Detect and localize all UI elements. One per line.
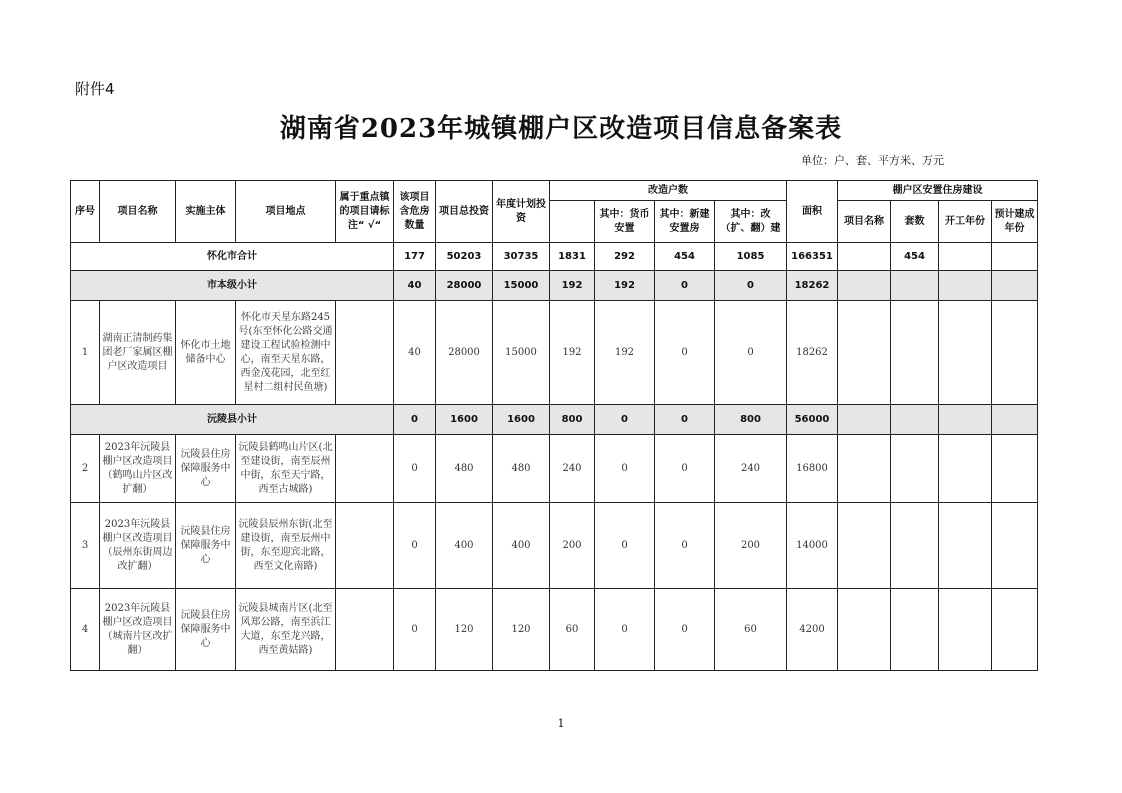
total-investment: 50203 — [436, 243, 493, 271]
row-new-build: 0 — [655, 435, 715, 503]
row-households: 60 — [550, 589, 595, 671]
row-location: 沅陵县城南片区(北至风郑公路，南至浜江大道，东至龙兴路，西至黄姑路) — [236, 589, 336, 671]
row-resettlement-cell — [838, 589, 891, 671]
total-label: 怀化市合计 — [71, 243, 394, 271]
total-dangerous: 177 — [394, 243, 436, 271]
total-res-start — [939, 243, 992, 271]
row-renovate: 240 — [715, 435, 787, 503]
header-res-start: 开工年份 — [939, 201, 992, 243]
header-area: 面积 — [787, 181, 838, 243]
subtotal-empty-cell — [891, 405, 939, 435]
table-row — [71, 503, 1038, 589]
row-resettlement-cell — [939, 301, 992, 405]
row-resettlement-cell — [891, 589, 939, 671]
subtotal-total-investment: 1600 — [436, 405, 493, 435]
row-area: 14000 — [787, 503, 838, 589]
row-resettlement-cell — [992, 503, 1038, 589]
table-row — [71, 589, 1038, 671]
subtotal-empty-cell — [992, 271, 1038, 301]
subtotal-label: 市本级小计 — [71, 271, 394, 301]
row-renovate: 60 — [715, 589, 787, 671]
header-hh-new: 其中：新建安置房 — [655, 201, 715, 243]
row-resettlement-cell — [992, 301, 1038, 405]
header-seq: 序号 — [71, 181, 100, 243]
row-seq: 2 — [71, 435, 100, 503]
subtotal-empty-cell — [891, 271, 939, 301]
row-area: 18262 — [787, 301, 838, 405]
subtotal-empty-cell — [939, 405, 992, 435]
row-renovate: 0 — [715, 301, 787, 405]
row-location: 沅陵县鹤鸣山片区(北至建设街，南至辰州中街，东至天宁路，西至古城路) — [236, 435, 336, 503]
subtotal-empty-cell — [939, 271, 992, 301]
subtotal-label: 沅陵县小计 — [71, 405, 394, 435]
subtotal-households: 192 — [550, 271, 595, 301]
table-row — [71, 301, 1038, 405]
row-total-investment: 28000 — [436, 301, 493, 405]
total-res-complete — [992, 243, 1038, 271]
row-project-name: 2023年沅陵县棚户区改造项目（辰州东街周边改扩翻） — [100, 503, 176, 589]
row-resettlement-cell — [891, 503, 939, 589]
row-households: 200 — [550, 503, 595, 589]
row-key-town — [336, 589, 394, 671]
row-total-investment: 120 — [436, 589, 493, 671]
row-cash: 0 — [595, 589, 655, 671]
subtotal-empty-cell — [838, 271, 891, 301]
row-project-name: 2023年沅陵县棚户区改造项目（城南片区改扩翻） — [100, 589, 176, 671]
header-dangerous-housing: 该项目含危房数量 — [394, 181, 436, 243]
total-res-units: 454 — [891, 243, 939, 271]
header-res-complete: 预计建成年份 — [992, 201, 1038, 243]
row-households: 192 — [550, 301, 595, 405]
row-implementer: 沅陵县住房保障服务中心 — [176, 435, 236, 503]
page-number: 1 — [557, 717, 565, 730]
header-res-units: 套数 — [891, 201, 939, 243]
subtotal-cash: 0 — [595, 405, 655, 435]
subtotal-empty-cell — [838, 405, 891, 435]
row-resettlement-cell — [992, 589, 1038, 671]
row-annual-investment: 15000 — [493, 301, 550, 405]
header-hh-total — [550, 201, 595, 243]
header-key-town: 属于重点镇的项目请标注“ √“ — [336, 181, 394, 243]
row-area: 4200 — [787, 589, 838, 671]
total-row — [71, 243, 1038, 271]
row-implementer: 沅陵县住房保障服务中心 — [176, 503, 236, 589]
row-resettlement-cell — [838, 301, 891, 405]
row-seq: 4 — [71, 589, 100, 671]
row-households: 240 — [550, 435, 595, 503]
header-row — [71, 181, 1038, 201]
row-renovate: 200 — [715, 503, 787, 589]
subtotal-households: 800 — [550, 405, 595, 435]
row-key-town — [336, 301, 394, 405]
row-project-name: 湖南正清制药集团老厂家属区棚户区改造项目 — [100, 301, 176, 405]
subtotal-row — [71, 405, 1038, 435]
table-row — [71, 435, 1038, 503]
header-annual-investment: 年度计划投资 — [493, 181, 550, 243]
record-table — [70, 180, 1038, 671]
header-resettlement: 棚户区安置住房建设 — [838, 181, 1038, 201]
row-dangerous: 0 — [394, 589, 436, 671]
subtotal-area: 56000 — [787, 405, 838, 435]
unit-note: 单位：户、套、平方米、万元 — [801, 154, 944, 167]
subtotal-row — [71, 271, 1038, 301]
row-dangerous: 0 — [394, 503, 436, 589]
header-implementer: 实施主体 — [176, 181, 236, 243]
row-annual-investment: 400 — [493, 503, 550, 589]
row-seq: 1 — [71, 301, 100, 405]
header-households: 改造户数 — [550, 181, 787, 201]
header-project-name: 项目名称 — [100, 181, 176, 243]
row-location: 怀化市天星东路245号(东至怀化公路交通建设工程试验检测中心，南至天星东路，西金茂花园，北至红星村二组村民鱼塘) — [236, 301, 336, 405]
subtotal-dangerous: 40 — [394, 271, 436, 301]
row-annual-investment: 480 — [493, 435, 550, 503]
row-resettlement-cell — [838, 503, 891, 589]
row-resettlement-cell — [939, 435, 992, 503]
row-resettlement-cell — [992, 435, 1038, 503]
subtotal-renovate: 800 — [715, 405, 787, 435]
header-hh-cash: 其中：货币安置 — [595, 201, 655, 243]
row-dangerous: 40 — [394, 301, 436, 405]
header-res-name: 项目名称 — [838, 201, 891, 243]
subtotal-new-build: 0 — [655, 405, 715, 435]
row-resettlement-cell — [939, 503, 992, 589]
row-resettlement-cell — [891, 301, 939, 405]
row-implementer: 沅陵县住房保障服务中心 — [176, 589, 236, 671]
row-total-investment: 400 — [436, 503, 493, 589]
attachment-label: 附件4 — [75, 80, 115, 98]
row-new-build: 0 — [655, 301, 715, 405]
total-area: 166351 — [787, 243, 838, 271]
row-resettlement-cell — [891, 435, 939, 503]
row-new-build: 0 — [655, 503, 715, 589]
subtotal-total-investment: 28000 — [436, 271, 493, 301]
subtotal-annual-investment: 1600 — [493, 405, 550, 435]
page-title: 湖南省2023年城镇棚户区改造项目信息备案表 — [279, 114, 843, 144]
row-resettlement-cell — [939, 589, 992, 671]
subtotal-empty-cell — [992, 405, 1038, 435]
subtotal-area: 18262 — [787, 271, 838, 301]
row-new-build: 0 — [655, 589, 715, 671]
subtotal-dangerous: 0 — [394, 405, 436, 435]
row-key-town — [336, 435, 394, 503]
header-location: 项目地点 — [236, 181, 336, 243]
row-annual-investment: 120 — [493, 589, 550, 671]
row-cash: 192 — [595, 301, 655, 405]
subtotal-cash: 192 — [595, 271, 655, 301]
row-implementer: 怀化市土地储备中心 — [176, 301, 236, 405]
row-seq: 3 — [71, 503, 100, 589]
row-area: 16800 — [787, 435, 838, 503]
subtotal-renovate: 0 — [715, 271, 787, 301]
total-res-name — [838, 243, 891, 271]
row-total-investment: 480 — [436, 435, 493, 503]
subtotal-new-build: 0 — [655, 271, 715, 301]
total-renovate: 1085 — [715, 243, 787, 271]
total-households: 1831 — [550, 243, 595, 271]
header-total-investment: 项目总投资 — [436, 181, 493, 243]
header-hh-renovate: 其中：改（扩、翻）建 — [715, 201, 787, 243]
total-cash: 292 — [595, 243, 655, 271]
total-new-build: 454 — [655, 243, 715, 271]
total-annual-investment: 30735 — [493, 243, 550, 271]
row-location: 沅陵县辰州东街(北至建设街，南至辰州中街，东至迎宾北路，西至文化南路) — [236, 503, 336, 589]
row-resettlement-cell — [838, 435, 891, 503]
row-cash: 0 — [595, 503, 655, 589]
subtotal-annual-investment: 15000 — [493, 271, 550, 301]
row-dangerous: 0 — [394, 435, 436, 503]
row-key-town — [336, 503, 394, 589]
row-cash: 0 — [595, 435, 655, 503]
row-project-name: 2023年沅陵县棚户区改造项目（鹤鸣山片区改扩翻） — [100, 435, 176, 503]
